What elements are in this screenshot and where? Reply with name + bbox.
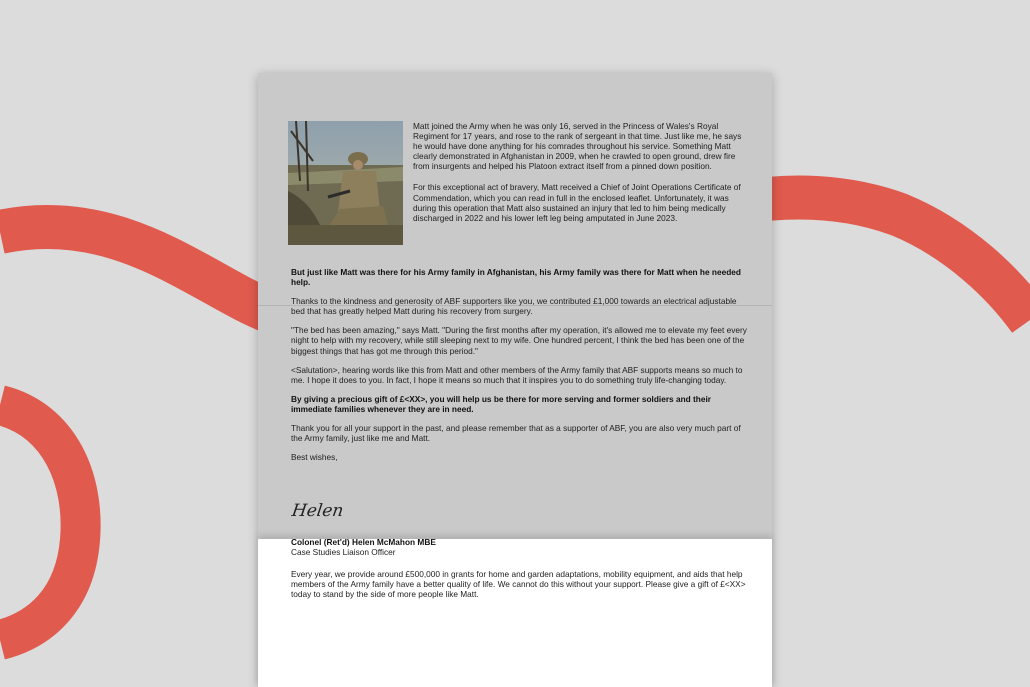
signatory-title: Case Studies Liaison Officer — [291, 547, 396, 558]
postscript-text: Every year, we provide around £500,000 in grants for home and garden adaptations, mobility equipment, and aids that help members of the Army family have a better quality of life. We cannot do this without your support. Please give a gift of £<XX> today to stand by the side of more people like Matt. — [291, 569, 746, 600]
postscript — [291, 569, 749, 599]
intro-paragraph: For this exceptional act of bravery, Matt received a Chief of Joint Operations Certificate of Commendation, which you can read in full in the enclosed leaflet. Unfortunately, it was during this operation that Matt also sustained an injury that led to him being medically discharged in 2022 and his lower left leg being amputated in June 2023. — [413, 182, 741, 223]
bold-statement: But just like Matt was there for his Army family in Afghanistan, his Army family was there for Matt when he needed help. — [291, 267, 741, 288]
body-paragraph: "The bed has been amazing," says Matt. "During the first months after my operation, it's allowed me to elevate my feet every night to help with my recovery, while still sleeping next to my wife. One hundred percent, I think the bed has been one of the biggest things that has got me through this period." — [291, 325, 747, 356]
letter-bottom-panel — [258, 539, 772, 687]
intro-paragraph: Matt joined the Army when he was only 16, served in the Princess of Wales's Royal Regiment for 17 years, and rose to the rank of sergeant in that time. Just like me, he says he would have done anything for his comrades throughout his service. Something Matt clearly demonstrated in Afghanistan in 2009, when he crawled to open ground, drew fire from insurgents and helped his Platoon extract itself from a pinned down position. — [413, 121, 742, 172]
intro-text — [413, 121, 749, 223]
sign-off: Best wishes, — [291, 452, 338, 463]
soldier-photo — [288, 121, 403, 245]
body-paragraph: Thanks to the kindness and generosity of ABF supporters like you, we contributed £1,000 towards an electrical adjustable bed that has greatly helped Matt during his recovery from surgery. — [291, 296, 737, 317]
closing-paragraph: Thank you for all your support in the past, and please remember that as a supporter of ABF, you are also very much part of the Army family, just like me and Matt. — [291, 423, 741, 444]
body-paragraph: <Salutation>, hearing words like this from Matt and other members of the Army family that ABF supports means so much to me. I hope it does to you. In fact, I hope it means so much that it inspires you to do something truly life-changing today. — [291, 364, 743, 385]
signatory-name: Colonel (Ret'd) Helen McMahon MBE — [291, 537, 436, 547]
donation-ask: By giving a precious gift of £<XX>, you will help us be there for more serving and former soldiers and their immediate families whenever they are in need. — [291, 393, 712, 414]
signatory-block — [291, 537, 747, 557]
letter-sheet — [258, 73, 772, 687]
letter-body — [291, 267, 747, 462]
handwritten-signature: Helen — [290, 501, 345, 521]
